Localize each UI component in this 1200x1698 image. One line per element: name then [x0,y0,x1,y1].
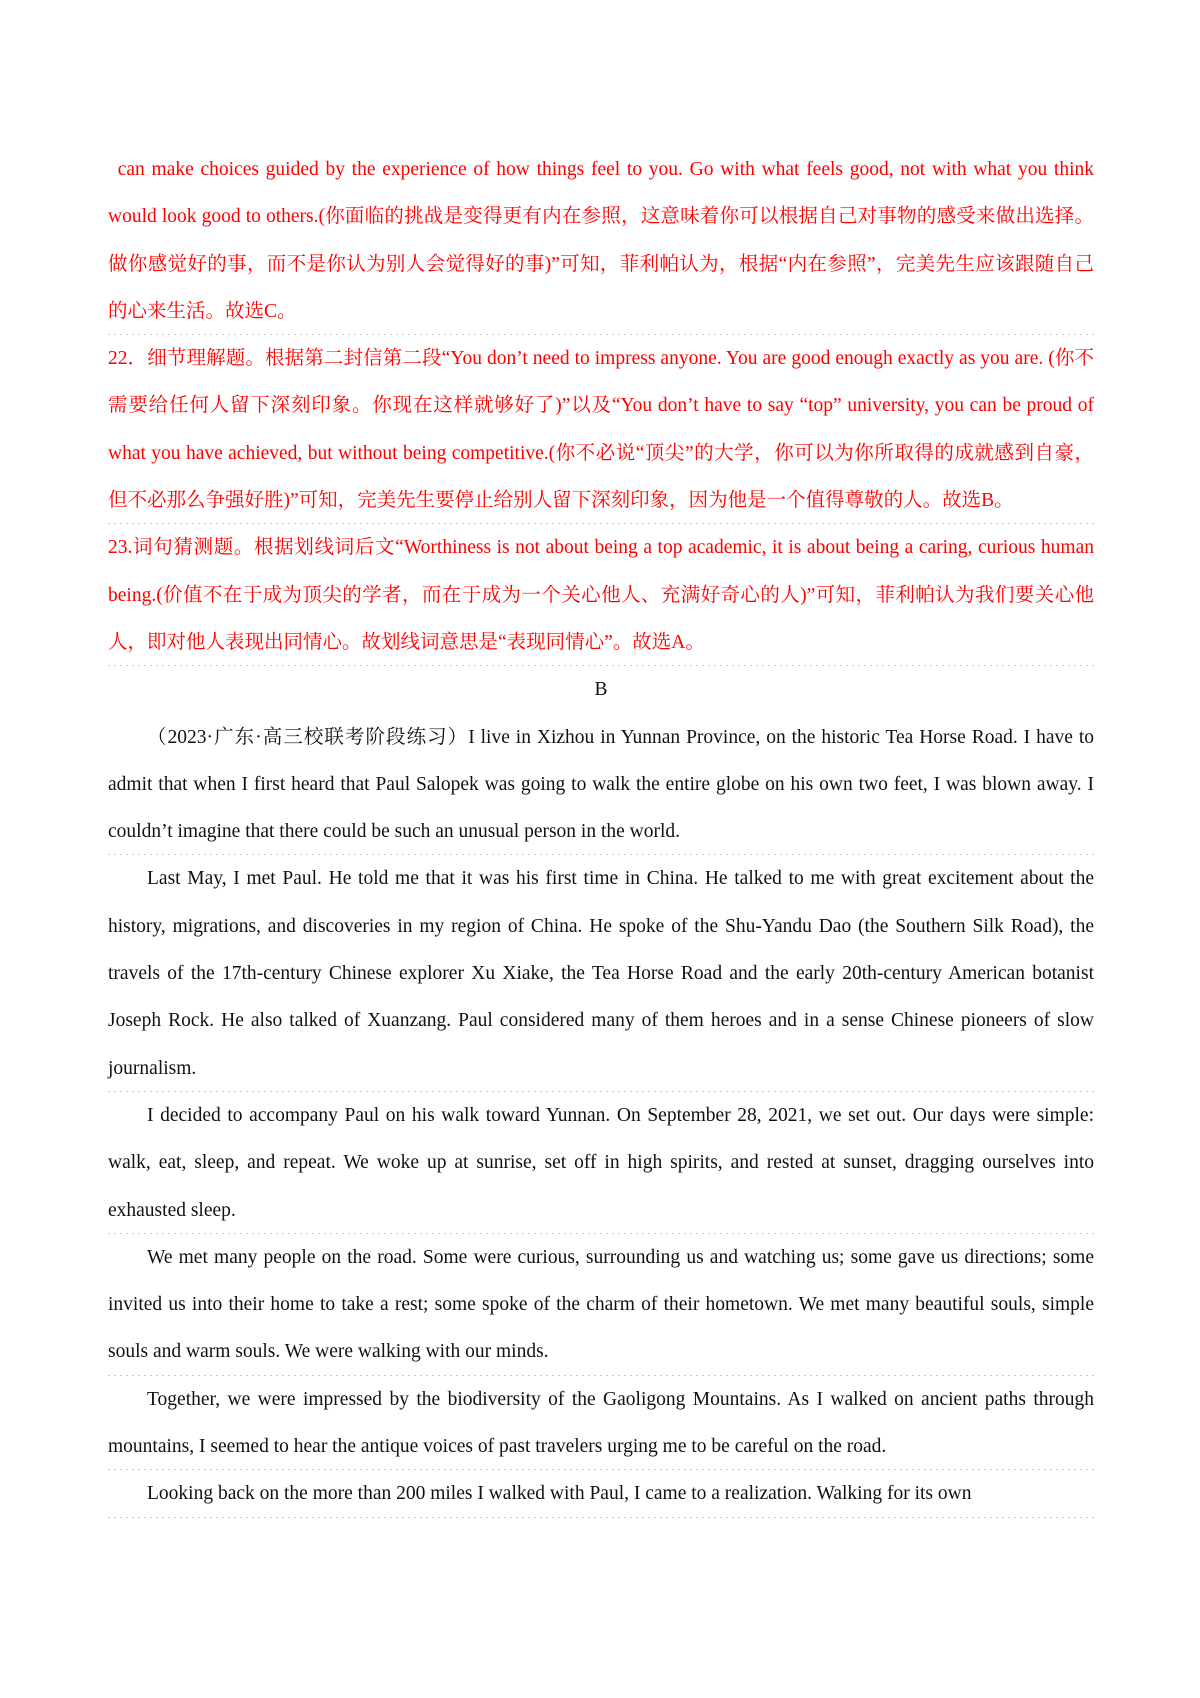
passage-paragraph-6: Looking back on the more than 200 miles I walked with Paul, I came to a realization. Walking for its own [108,1470,1094,1517]
answer-23-explanation: 23.词句猜测题。根据划线词后文“Worthiness is not about being a top academic, it is about being a caring, curious human being.(价值不在于成为顶尖的学者，而在于成为一个关心他人、充满好奇心的人)”可知，菲利帕认为我们要关心他人，即对他人表现出同情心。故划线词意思是“表现同情心”。故选A。 [108,524,1094,666]
document-page [108,146,1094,1518]
answer-22-explanation: 22．细节理解题。根据第二封信第二段“You don’t need to impress anyone. You are good enough exactly as you are. (你不需要给任何人留下深刻印象。你现在这样就够好了)”以及“You don’t have to say “top” university, you can be proud of what you have achieved, but without being competitive.(你不必说“顶尖”的大学，你可以为你所取得的成就感到自豪，但不必那么争强好胜)”可知，完美先生要停止给别人留下深刻印象，因为他是一个值得尊敬的人。故选B。 [108,335,1094,524]
passage-paragraph-5: Together, we were impressed by the biodiversity of the Gaoligong Mountains. As I walked on ancient paths through mountains, I seemed to hear the antique voices of past travelers urging me to be careful on the road. [108,1376,1094,1471]
section-label: B [594,679,608,701]
passage-paragraph-1: （2023·广东·高三校联考阶段练习）I live in Xizhou in Yunnan Province, on the historic Tea Horse Road. I have to admit that when I first heard that Paul Salopek was going to walk the entire globe on his own two feet, I was blown away. I couldn’t imagine that there could be such an unusual person in the world. [108,714,1094,856]
answer-21-continuation: can make choices guided by the experience of how things feel to you. Go with what feels good, not with what you think would look good to others.(你面临的挑战是变得更有内在参照，这意味着你可以根据自己对事物的感受来做出选择。做你感觉好的事，而不是你认为别人会觉得好的事)”可知，菲利帕认为，根据“内在参照”，完美先生应该跟随自己的心来生活。故选C。 [108,146,1094,335]
passage-paragraph-2: Last May, I met Paul. He told me that it was his first time in China. He talked to me with great excitement about the history, migrations, and discoveries in my region of China. He spoke of the Shu-Yandu Dao (the Southern Silk Road), the travels of the 17th-century Chinese explorer Xu Xiake, the Tea Horse Road and the early 20th-century American botanist Joseph Rock. He also talked of Xuanzang. Paul considered many of them heroes and in a sense Chinese pioneers of slow journalism. [108,855,1094,1091]
passage-paragraph-3: I decided to accompany Paul on his walk toward Yunnan. On September 28, 2021, we set out. Our days were simple: walk, eat, sleep, and repeat. We woke up at sunrise, set off in high spirits, and rested at sunset, dragging ourselves into exhausted sleep. [108,1092,1094,1234]
passage-paragraph-4: We met many people on the road. Some were curious, surrounding us and watching us; some gave us directions; some invited us into their home to take a rest; some spoke of the charm of their hometown. We met many beautiful souls, simple souls and warm souls. We were walking with our minds. [108,1234,1094,1376]
